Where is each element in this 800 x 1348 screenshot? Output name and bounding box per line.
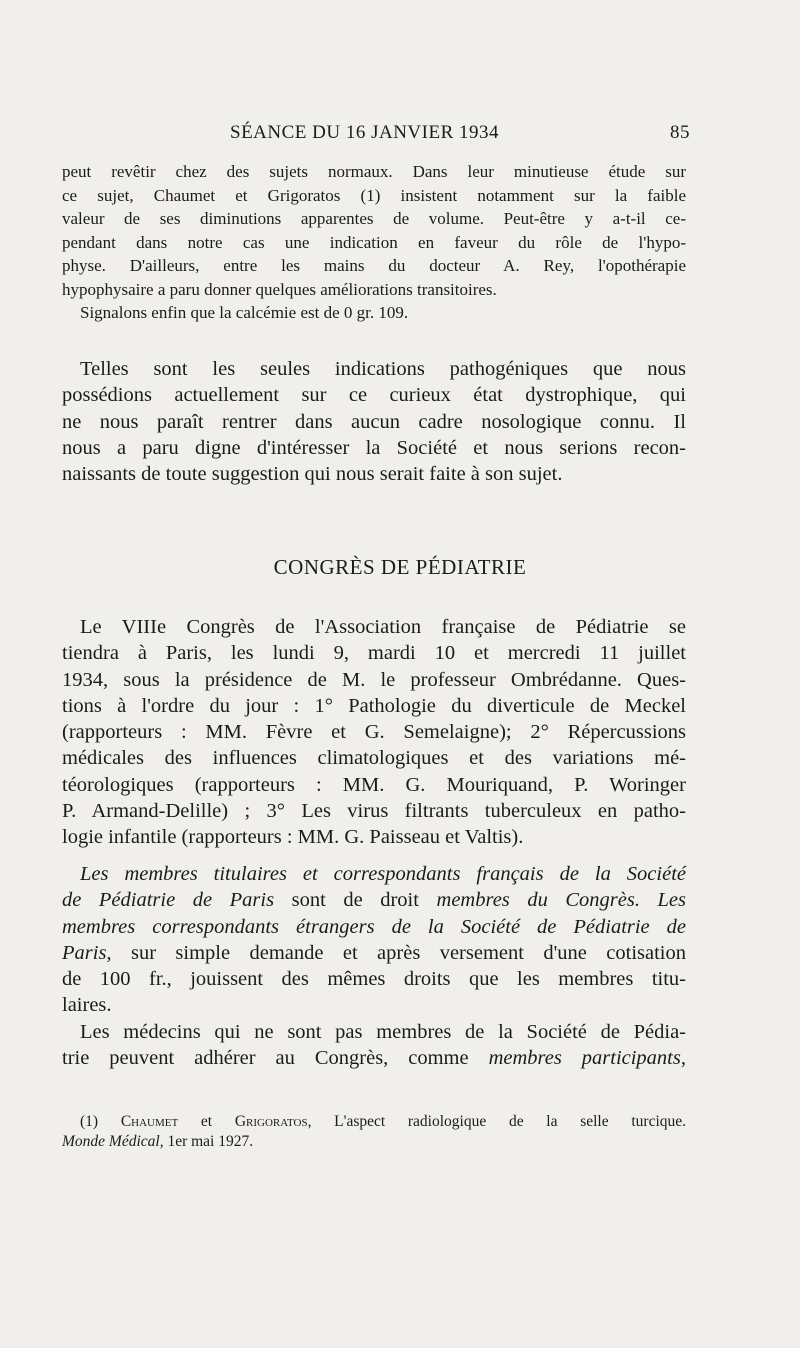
text-line: Les membres titulaires et correspondants français de la Société bbox=[80, 863, 686, 885]
footnote-line bbox=[62, 1132, 686, 1152]
footnote bbox=[62, 1112, 686, 1152]
text-line bbox=[62, 1045, 686, 1071]
text-line: (rapporteurs : MM. Fèvre et G. Semelaigne); 2° Répercussions bbox=[62, 721, 686, 744]
section-heading: CONGRÈS DE PÉDIATRIE bbox=[273, 555, 527, 579]
text-line: Signalons enfin que la calcémie est de 0 gr. 109. bbox=[80, 303, 409, 322]
text-run: sont de droit bbox=[274, 889, 437, 912]
footnote-line bbox=[62, 1112, 686, 1132]
text-line: P. Armand-Delille) ; 3° Les virus filtrants tuberculeux en patho- bbox=[62, 800, 686, 823]
text-run: et bbox=[178, 1113, 235, 1130]
text-line: pendant dans notre cas une indication en faveur du rôle de l'hypo- bbox=[62, 232, 686, 252]
text-line: tiendra à Paris, les lundi 9, mardi 10 et mercredi 11 juillet bbox=[62, 642, 686, 665]
running-head bbox=[230, 122, 690, 144]
text-line: hypophysaire a paru donner quelques améliorations transitoires. bbox=[62, 279, 497, 299]
author-name: Chaumet bbox=[120, 1113, 179, 1130]
text-line: peut revêtir chez des sujets normaux. Dans leur minutieuse étude sur bbox=[62, 162, 686, 181]
text-line: valeur de ses diminutions apparentes de volume. Peut-être y a-t-il ce- bbox=[62, 209, 686, 228]
text-line bbox=[62, 887, 686, 913]
text-run: sur simple demande et après versement d'une cotisation bbox=[111, 941, 686, 964]
text-line: 1934, sous la présidence de M. le professeur Ombrédanne. Ques- bbox=[62, 668, 686, 691]
text-line: ce sujet, Chaumet et Grigoratos (1) insistent notamment sur la faible bbox=[62, 185, 686, 205]
italic-text: membres du Congrès. Les bbox=[436, 889, 686, 912]
text-run: 1er mai 1927. bbox=[163, 1133, 254, 1150]
text-line: nous a paru digne d'intéresser la Société et nous serions recon- bbox=[62, 436, 686, 459]
text-line: possédions actuellement sur ce curieux état dystrophique, qui bbox=[62, 384, 686, 407]
text-line: Le VIIIe Congrès de l'Association française de Pédiatrie se bbox=[80, 616, 686, 638]
text-line: logie infantile (rapporteurs : MM. G. Paisseau et Valtis). bbox=[62, 826, 524, 849]
text-line: membres correspondants étrangers de la Société de Pédiatrie de bbox=[62, 915, 686, 938]
paragraph-congress-announcement bbox=[62, 614, 686, 851]
italic-text: membres participants, bbox=[488, 1047, 686, 1070]
text-line bbox=[62, 940, 686, 966]
page-number: 85 bbox=[670, 122, 690, 143]
paragraph-conclusion bbox=[62, 356, 686, 487]
text-line: de 100 fr., jouissent des mêmes droits que les membres titu- bbox=[62, 968, 686, 991]
author-name: Grigoratos bbox=[234, 1113, 308, 1130]
text-run: trie peuvent adhérer au Congrès, comme bbox=[62, 1047, 489, 1070]
running-head-title: SÉANCE DU 16 JANVIER 1934 bbox=[230, 122, 499, 143]
text-line: ne nous paraît rentrer dans aucun cadre nosologique connu. Il bbox=[62, 410, 686, 433]
footnote-marker: (1) bbox=[80, 1113, 121, 1130]
text-line: laires. bbox=[62, 994, 112, 1017]
text-line: Telles sont les seules indications pathogéniques que nous bbox=[80, 358, 686, 380]
text-line: tions à l'ordre du jour : 1° Pathologie du diverticule de Meckel bbox=[62, 694, 686, 717]
text-line: physe. D'ailleurs, entre les mains du docteur A. Rey, l'opothérapie bbox=[62, 256, 686, 275]
text-line: Les médecins qui ne sont pas membres de la Société de Pédia- bbox=[80, 1021, 686, 1043]
journal-name: Monde Médical, bbox=[62, 1133, 164, 1150]
paragraph-continuation bbox=[62, 160, 686, 325]
paragraph-participants bbox=[62, 1019, 686, 1072]
text-run: , L'aspect radiologique de la selle turcique. bbox=[307, 1113, 687, 1130]
italic-text: de Pédiatrie de Paris bbox=[62, 889, 275, 912]
text-line: téorologiques (rapporteurs : MM. G. Mouriquand, P. Woringer bbox=[62, 773, 686, 796]
text-line: médicales des influences climatologiques et des variations mé- bbox=[62, 747, 686, 770]
paragraph-members bbox=[62, 861, 686, 1019]
text-line: naissants de toute suggestion qui nous serait faite à son sujet. bbox=[62, 463, 563, 486]
italic-text: Paris, bbox=[62, 941, 112, 964]
